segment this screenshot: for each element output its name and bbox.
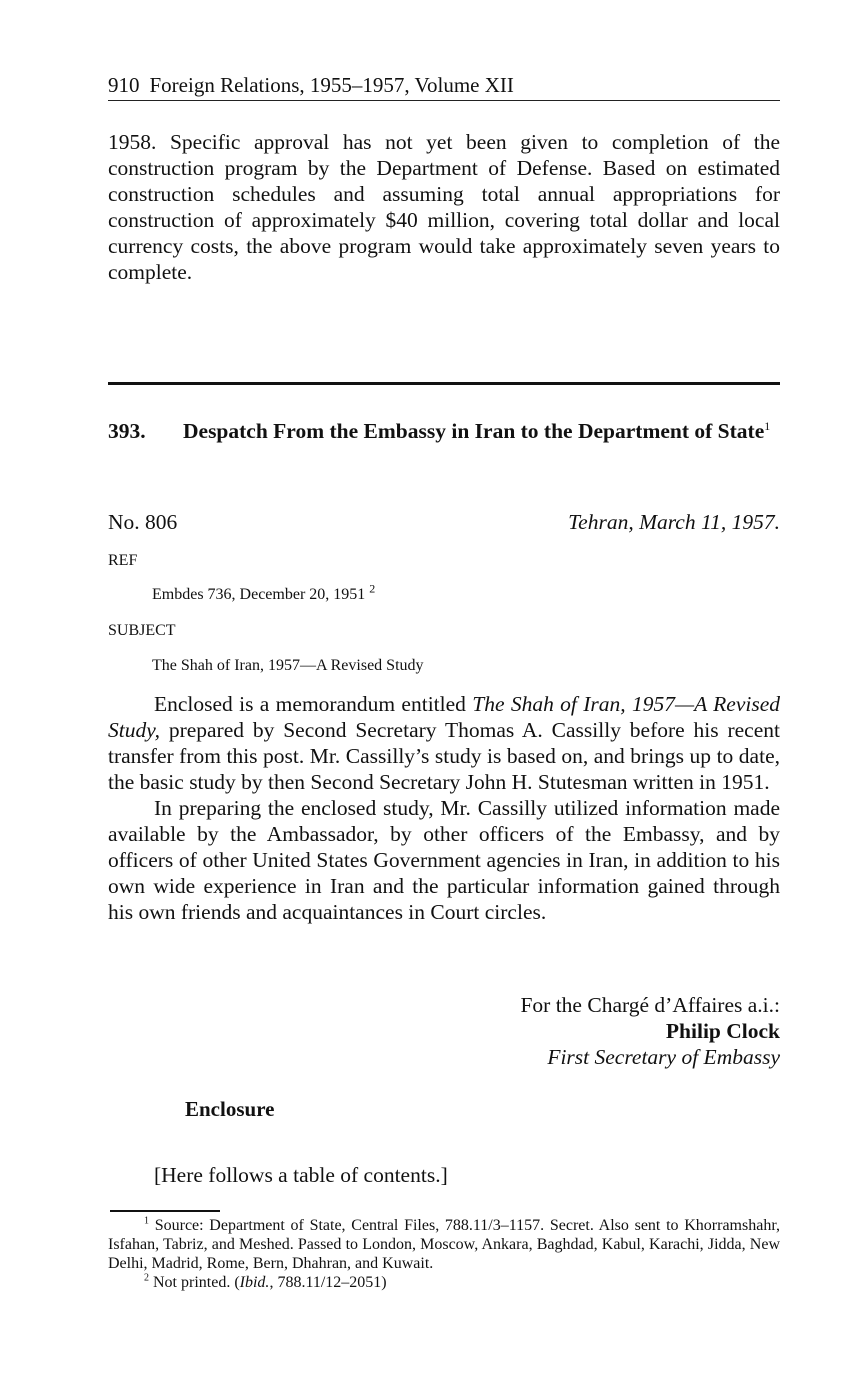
place-date: Tehran, March 11, 1957. [568, 510, 780, 534]
para1-start: Enclosed is a memorandum entitled [154, 692, 473, 716]
document-number: 393. [108, 419, 146, 443]
volume-title: Foreign Relations, 1955–1957, Volume XII [149, 73, 514, 97]
document-page [108, 0, 780, 1380]
body-paragraph-2: In preparing the enclosed study, Mr. Cassilly utilized information made available by the Ambassador, by other officers of the Embassy, and by officers of other United States Government agencies in Iran, in addition to his own wide experience in Iran and the particular information gained through his own friends and acquaintances in Court circles. [108, 796, 780, 924]
footnote-ref-2: 2 [369, 581, 376, 596]
signature-title: First Secretary of Embassy [547, 1045, 780, 1069]
footnote-2-end: , 788.11/12–2051) [269, 1274, 387, 1291]
subject-label: SUBJECT [108, 622, 176, 639]
continuation-paragraph: 1958. Specific approval has not yet been given to completion of the construction program by the Department of Defense. Based on estimated construction schedules and assuming total annual appropriations for construction of approximately $40 million, covering total dollar and local currency costs, the above program would take approximately seven years to complete. [108, 130, 780, 284]
footnote-divider [110, 1210, 220, 1212]
footnote-1-marker: 1 [144, 1215, 149, 1227]
page-number: 910 [108, 73, 140, 97]
body-paragraph-1 [108, 691, 780, 795]
continuation-paragraph-block [108, 129, 780, 285]
footnote-2-start: Not printed. ( [153, 1274, 240, 1291]
footnote-1 [108, 1216, 780, 1273]
section-divider [108, 382, 780, 385]
enclosure-heading: Enclosure [185, 1097, 275, 1121]
despatch-line [108, 509, 780, 535]
body-text [108, 691, 780, 925]
document-title: Despatch From the Embassy in Iran to the Department of State [183, 419, 765, 443]
ref-label: REF [108, 552, 138, 569]
memo-title: The Shah of Iran, 1957—A Revised Study, [108, 692, 780, 742]
footnote-1-text: Source: Department of State, Central Files, 788.11/3–1157. Secret. Also sent to Khorramshahr, Isfahan, Tabriz, and Meshed. Passed to London, Moscow, Ankara, Baghdad, Kabul, Karachi, Jidda, New Delhi, Madrid, Rome, Bern, Dhahran, and Kuwait. [108, 1217, 781, 1272]
footnote-ref-1: 1 [764, 418, 771, 433]
footnote-2-ibid: Ibid. [239, 1274, 270, 1291]
signature-for: For the Chargé d’Affaires a.i.: [520, 993, 780, 1017]
subject-text: The Shah of Iran, 1957—A Revised Study [152, 657, 424, 674]
footnote-2-marker: 2 [144, 1272, 149, 1284]
despatch-number: No. 806 [108, 510, 178, 534]
ref-text: Embdes 736, December 20, 1951 [152, 586, 366, 603]
ref-text-wrap [152, 581, 376, 605]
footnotes [108, 1216, 780, 1292]
document-title-wrap [183, 418, 780, 444]
para1-end: prepared by Second Secretary Thomas A. Cassilly before his recent transfer from this post. Mr. Cassilly’s study is based on, and brings up to date, the basic study by then Second Secretary John H. Stutesman written in 1951. [108, 718, 780, 794]
toc-note: [Here follows a table of contents.] [154, 1163, 448, 1187]
signature-name: Philip Clock [665, 1019, 780, 1043]
footnote-2 [108, 1273, 780, 1292]
running-head [108, 72, 780, 101]
